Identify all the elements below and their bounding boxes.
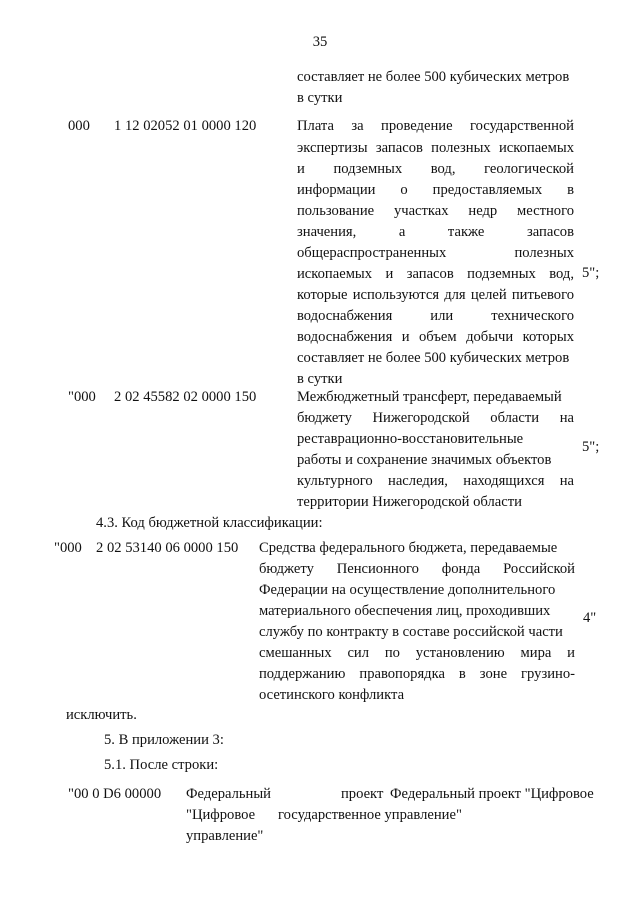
row-value: 4" (583, 610, 597, 626)
program-code: "00 0 D6 00000 (68, 786, 162, 802)
row-value: 5"; (582, 439, 600, 455)
description-line: водоснабжения или технического (297, 308, 574, 324)
description-line: поддержанию правопорядка в зоне грузино- (259, 666, 575, 682)
continuation-line: в сутки (297, 90, 343, 106)
description-line: значения, а также запасов (297, 224, 574, 240)
description-line: "Цифровое (186, 807, 256, 823)
description-line: и подземных вод, геологической (297, 161, 574, 177)
code-prefix: "000 (54, 540, 82, 556)
description-line: Средства федерального бюджета, передаваемые (259, 540, 558, 556)
description-line: которые используются для целей питьевого (297, 287, 574, 303)
paragraph-5: 5. В приложении 3: (104, 732, 224, 748)
description-line: Плата за проведение государственной (297, 118, 574, 134)
description-line: материального обеспечения лиц, проходивших (259, 603, 551, 619)
description-line: смешанных сил по установлению мира и (259, 645, 575, 661)
description-line: экспертизы запасов полезных ископаемых (297, 140, 574, 156)
description-line: составляет не более 500 кубических метров (297, 350, 570, 366)
description-line: водоснабжения и объем добычи которых (297, 329, 574, 345)
budget-code: 1 12 02052 01 0000 120 (114, 118, 257, 134)
budget-code: 2 02 53140 06 0000 150 (96, 540, 239, 556)
description-line: бюджету Нижегородской области на (297, 410, 574, 426)
description-line: бюджету Пенсионного фонда Российской (259, 561, 575, 577)
continuation-line: составляет не более 500 кубических метров (297, 69, 570, 85)
description-line: проект (341, 786, 384, 802)
description-line: Федеральный проект "Цифровое (390, 786, 594, 802)
description-line: Федеральный (186, 786, 271, 802)
paragraph-4-3: 4.3. Код бюджетной классификации: (96, 515, 323, 531)
description-line: культурного наследия, находящихся на (297, 473, 574, 489)
budget-code: 2 02 45582 02 0000 150 (114, 389, 257, 405)
description-line: Межбюджетный трансферт, передаваемый (297, 389, 562, 405)
description-line: работы и сохранение значимых объектов (297, 452, 552, 468)
description-line: ископаемых и запасов подземных вод, (297, 266, 574, 282)
row-value: 5"; (582, 265, 600, 281)
description-line: осетинского конфликта (259, 687, 405, 703)
description-line: реставрационно-восстановительные (297, 431, 524, 447)
description-line: государственное управление" (278, 807, 462, 823)
description-line: Федерации на осуществление дополнительного (259, 582, 556, 598)
description-line: территории Нижегородской области (297, 494, 522, 510)
paragraph-5-1: 5.1. После строки: (104, 757, 219, 773)
description-line: информации о предоставляемых в (297, 182, 574, 198)
exclude-text: исключить. (66, 707, 137, 723)
page-number: 35 (312, 34, 328, 50)
code-prefix: 000 (68, 118, 90, 134)
code-prefix: "000 (68, 389, 96, 405)
description-line: общераспространенных полезных (297, 245, 574, 261)
description-line: службу по контракту в составе российской части (259, 624, 563, 640)
description-line: в сутки (297, 371, 343, 387)
description-line: пользование участках недр местного (297, 203, 574, 219)
description-line: управление" (186, 828, 264, 844)
